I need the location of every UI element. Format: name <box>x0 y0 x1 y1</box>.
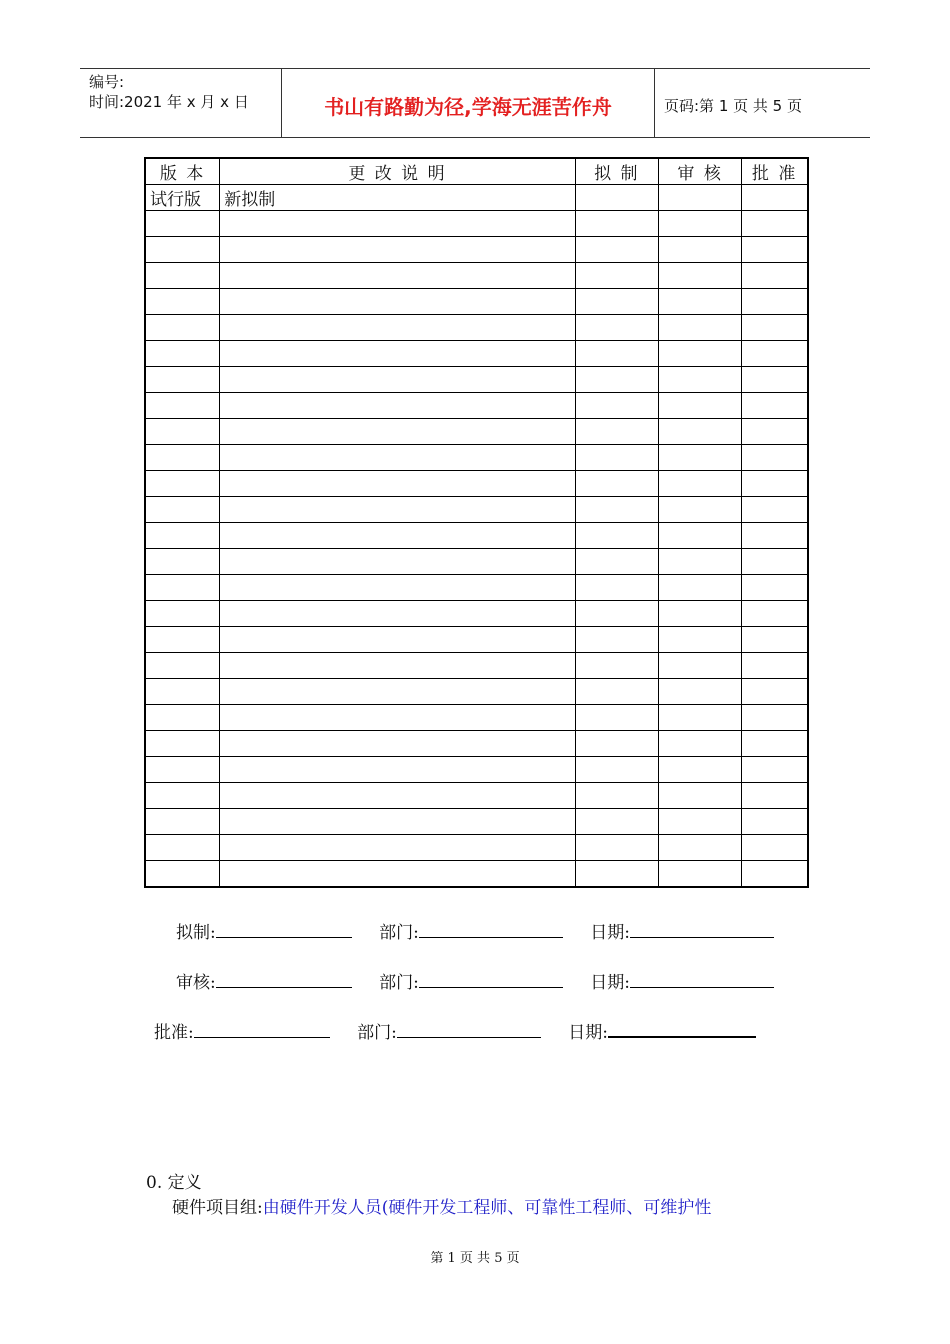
cell-drafted[interactable] <box>575 679 658 705</box>
cell-change-description[interactable] <box>220 497 576 523</box>
cell-drafted[interactable] <box>575 393 658 419</box>
cell-approved[interactable] <box>742 367 808 393</box>
cell-drafted[interactable] <box>575 185 658 211</box>
cell-change-description[interactable] <box>220 289 576 315</box>
cell-change-description[interactable] <box>220 471 576 497</box>
cell-drafted[interactable] <box>575 263 658 289</box>
cell-change-description[interactable] <box>220 679 576 705</box>
cell-drafted[interactable] <box>575 757 658 783</box>
cell-reviewed[interactable] <box>659 393 742 419</box>
cell-approved[interactable] <box>742 185 808 211</box>
cell-change-description[interactable] <box>220 237 576 263</box>
cell-drafted[interactable] <box>575 653 658 679</box>
cell-reviewed[interactable] <box>659 523 742 549</box>
cell-approved[interactable] <box>742 783 808 809</box>
cell-version[interactable] <box>145 367 220 393</box>
header-middle-cell <box>282 69 655 137</box>
cell-approved[interactable] <box>742 679 808 705</box>
cell-reviewed[interactable] <box>659 315 742 341</box>
cell-drafted[interactable] <box>575 575 658 601</box>
signature-line[interactable] <box>216 973 352 988</box>
signature-role-label: 审核: <box>176 973 216 993</box>
cell-version[interactable] <box>145 861 220 888</box>
signature-row-draft <box>176 918 774 943</box>
table-row <box>145 783 808 809</box>
cell-change-description[interactable] <box>220 705 576 731</box>
cell-drafted[interactable] <box>575 523 658 549</box>
cell-change-description[interactable] <box>220 731 576 757</box>
cell-change-description[interactable] <box>220 263 576 289</box>
header-version: 版 本 <box>145 158 220 185</box>
cell-approved[interactable] <box>742 523 808 549</box>
cell-reviewed[interactable] <box>659 367 742 393</box>
table-row <box>145 419 808 445</box>
cell-change-description[interactable] <box>220 315 576 341</box>
cell-approved[interactable] <box>742 289 808 315</box>
cell-reviewed[interactable] <box>659 783 742 809</box>
cell-version[interactable] <box>145 263 220 289</box>
cell-drafted[interactable] <box>575 497 658 523</box>
cell-reviewed[interactable] <box>659 497 742 523</box>
cell-version[interactable] <box>145 315 220 341</box>
cell-version[interactable] <box>145 757 220 783</box>
document-number-label: 编号: <box>89 73 125 91</box>
cell-drafted[interactable] <box>575 471 658 497</box>
cell-version[interactable] <box>145 497 220 523</box>
header-drafted: 拟 制 <box>575 158 658 185</box>
cell-reviewed[interactable] <box>659 809 742 835</box>
section-heading-definition: 0. 定义 <box>146 1173 202 1193</box>
cell-change-description[interactable] <box>220 627 576 653</box>
signature-row-review <box>176 968 774 993</box>
cell-change-description[interactable] <box>220 757 576 783</box>
cell-reviewed[interactable] <box>659 549 742 575</box>
cell-approved[interactable] <box>742 471 808 497</box>
cell-drafted[interactable] <box>575 211 658 237</box>
cell-approved[interactable] <box>742 393 808 419</box>
cell-version[interactable] <box>145 705 220 731</box>
cell-approved[interactable] <box>742 237 808 263</box>
cell-reviewed[interactable] <box>659 575 742 601</box>
revision-table-header-row <box>145 158 808 185</box>
table-row <box>145 861 808 888</box>
header-right-cell <box>655 69 870 137</box>
cell-approved[interactable] <box>742 211 808 237</box>
cell-drafted[interactable] <box>575 809 658 835</box>
cell-change-description[interactable] <box>220 835 576 861</box>
cell-version[interactable] <box>145 783 220 809</box>
table-row <box>145 523 808 549</box>
table-row <box>145 705 808 731</box>
date-line[interactable] <box>608 1022 756 1038</box>
cell-version[interactable] <box>145 679 220 705</box>
date-line[interactable] <box>630 973 774 988</box>
cell-change-description[interactable] <box>220 211 576 237</box>
definition-text: 由硬件开发人员(硬件开发工程师、可靠性工程师、可维护性 <box>262 1198 712 1218</box>
cell-reviewed[interactable] <box>659 757 742 783</box>
cell-version[interactable] <box>145 835 220 861</box>
cell-version[interactable] <box>145 393 220 419</box>
cell-version[interactable] <box>145 419 220 445</box>
cell-change-description[interactable] <box>220 393 576 419</box>
table-row <box>145 367 808 393</box>
cell-change-description[interactable] <box>220 575 576 601</box>
table-row <box>145 315 808 341</box>
cell-drafted[interactable] <box>575 549 658 575</box>
signature-role-label: 拟制: <box>176 923 216 943</box>
cell-version[interactable] <box>145 289 220 315</box>
cell-approved[interactable] <box>742 341 808 367</box>
page-footer: 第 1 页 共 5 页 <box>430 1251 520 1266</box>
dept-line[interactable] <box>419 973 563 988</box>
cell-drafted[interactable] <box>575 341 658 367</box>
cell-change-description[interactable] <box>220 783 576 809</box>
cell-reviewed[interactable] <box>659 601 742 627</box>
cell-approved[interactable] <box>742 809 808 835</box>
cell-reviewed[interactable] <box>659 471 742 497</box>
cell-version[interactable] <box>145 237 220 263</box>
cell-approved[interactable] <box>742 627 808 653</box>
cell-approved[interactable] <box>742 497 808 523</box>
revision-table-body <box>145 185 808 888</box>
cell-reviewed[interactable] <box>659 705 742 731</box>
cell-drafted[interactable] <box>575 627 658 653</box>
cell-drafted[interactable] <box>575 783 658 809</box>
cell-approved[interactable] <box>742 601 808 627</box>
table-row <box>145 835 808 861</box>
cell-change-description[interactable] <box>220 367 576 393</box>
signature-line[interactable] <box>194 1023 330 1038</box>
cell-drafted[interactable] <box>575 601 658 627</box>
date-line[interactable] <box>630 923 774 938</box>
cell-reviewed[interactable] <box>659 289 742 315</box>
cell-change-description[interactable] <box>220 809 576 835</box>
signature-date-label: 日期: <box>590 923 631 943</box>
cell-reviewed[interactable] <box>659 185 742 211</box>
cell-change-description[interactable] <box>220 445 576 471</box>
dept-line[interactable] <box>419 923 563 938</box>
table-row <box>145 211 808 237</box>
header-left-cell <box>80 69 282 137</box>
cell-reviewed[interactable] <box>659 835 742 861</box>
header-slogan: 书山有路勤为径,学海无涯苦作舟 <box>324 95 612 119</box>
cell-reviewed[interactable] <box>659 419 742 445</box>
cell-change-description[interactable] <box>220 341 576 367</box>
header-page-info: 页码:第 1 页 共 5 页 <box>664 97 802 115</box>
cell-approved[interactable] <box>742 315 808 341</box>
table-row <box>145 679 808 705</box>
cell-reviewed[interactable] <box>659 211 742 237</box>
cell-version[interactable] <box>145 809 220 835</box>
signature-dept-label: 部门: <box>379 973 419 993</box>
cell-drafted[interactable] <box>575 367 658 393</box>
definition-paragraph <box>172 1193 711 1218</box>
cell-approved[interactable] <box>742 575 808 601</box>
table-row <box>145 185 808 211</box>
cell-version[interactable] <box>145 211 220 237</box>
cell-drafted[interactable] <box>575 731 658 757</box>
cell-approved[interactable] <box>742 731 808 757</box>
cell-version[interactable] <box>145 627 220 653</box>
cell-approved[interactable] <box>742 835 808 861</box>
cell-version[interactable]: 试行版 <box>145 185 220 211</box>
cell-drafted[interactable] <box>575 419 658 445</box>
cell-approved[interactable] <box>742 861 808 888</box>
cell-approved[interactable] <box>742 549 808 575</box>
header-approved: 批 准 <box>742 158 808 185</box>
cell-change-description[interactable] <box>220 653 576 679</box>
cell-drafted[interactable] <box>575 289 658 315</box>
cell-version[interactable] <box>145 445 220 471</box>
cell-change-description[interactable] <box>220 523 576 549</box>
table-row <box>145 445 808 471</box>
cell-version[interactable] <box>145 731 220 757</box>
cell-approved[interactable] <box>742 419 808 445</box>
signature-date-label: 日期: <box>568 1023 609 1043</box>
cell-reviewed[interactable] <box>659 341 742 367</box>
signature-row-approve <box>154 1018 756 1043</box>
cell-version[interactable] <box>145 341 220 367</box>
page-header <box>80 68 870 138</box>
table-row <box>145 731 808 757</box>
cell-change-description[interactable] <box>220 419 576 445</box>
cell-approved[interactable] <box>742 445 808 471</box>
table-row <box>145 263 808 289</box>
table-row <box>145 575 808 601</box>
cell-change-description[interactable] <box>220 861 576 888</box>
cell-reviewed[interactable] <box>659 731 742 757</box>
table-row <box>145 653 808 679</box>
table-row <box>145 497 808 523</box>
cell-change-description[interactable]: 新拟制 <box>220 185 576 211</box>
table-row <box>145 393 808 419</box>
cell-drafted[interactable] <box>575 237 658 263</box>
cell-version[interactable] <box>145 549 220 575</box>
cell-approved[interactable] <box>742 263 808 289</box>
header-reviewed: 审 核 <box>659 158 742 185</box>
signature-date-label: 日期: <box>590 973 631 993</box>
cell-drafted[interactable] <box>575 705 658 731</box>
definition-term: 硬件项目组: <box>172 1198 263 1218</box>
cell-version[interactable] <box>145 601 220 627</box>
cell-approved[interactable] <box>742 653 808 679</box>
table-row <box>145 237 808 263</box>
cell-drafted[interactable] <box>575 835 658 861</box>
table-row <box>145 471 808 497</box>
cell-approved[interactable] <box>742 757 808 783</box>
table-row <box>145 549 808 575</box>
cell-version[interactable] <box>145 575 220 601</box>
cell-change-description[interactable] <box>220 549 576 575</box>
table-row <box>145 627 808 653</box>
cell-reviewed[interactable] <box>659 445 742 471</box>
revision-table <box>144 157 809 888</box>
cell-drafted[interactable] <box>575 445 658 471</box>
signature-dept-label: 部门: <box>379 923 419 943</box>
cell-reviewed[interactable] <box>659 679 742 705</box>
cell-drafted[interactable] <box>575 315 658 341</box>
cell-version[interactable] <box>145 653 220 679</box>
table-row <box>145 757 808 783</box>
dept-line[interactable] <box>397 1023 541 1038</box>
cell-reviewed[interactable] <box>659 627 742 653</box>
table-row <box>145 809 808 835</box>
cell-reviewed[interactable] <box>659 237 742 263</box>
signature-dept-label: 部门: <box>357 1023 397 1043</box>
table-row <box>145 601 808 627</box>
cell-reviewed[interactable] <box>659 263 742 289</box>
signature-role-label: 批准: <box>154 1023 194 1043</box>
header-change-description: 更 改 说 明 <box>220 158 576 185</box>
document-time-label: 时间:2021 年 x 月 x 日 <box>89 93 249 111</box>
cell-version[interactable] <box>145 523 220 549</box>
cell-change-description[interactable] <box>220 601 576 627</box>
table-row <box>145 289 808 315</box>
cell-reviewed[interactable] <box>659 653 742 679</box>
cell-drafted[interactable] <box>575 861 658 888</box>
cell-reviewed[interactable] <box>659 861 742 888</box>
table-row <box>145 341 808 367</box>
cell-approved[interactable] <box>742 705 808 731</box>
signature-line[interactable] <box>216 923 352 938</box>
cell-version[interactable] <box>145 471 220 497</box>
